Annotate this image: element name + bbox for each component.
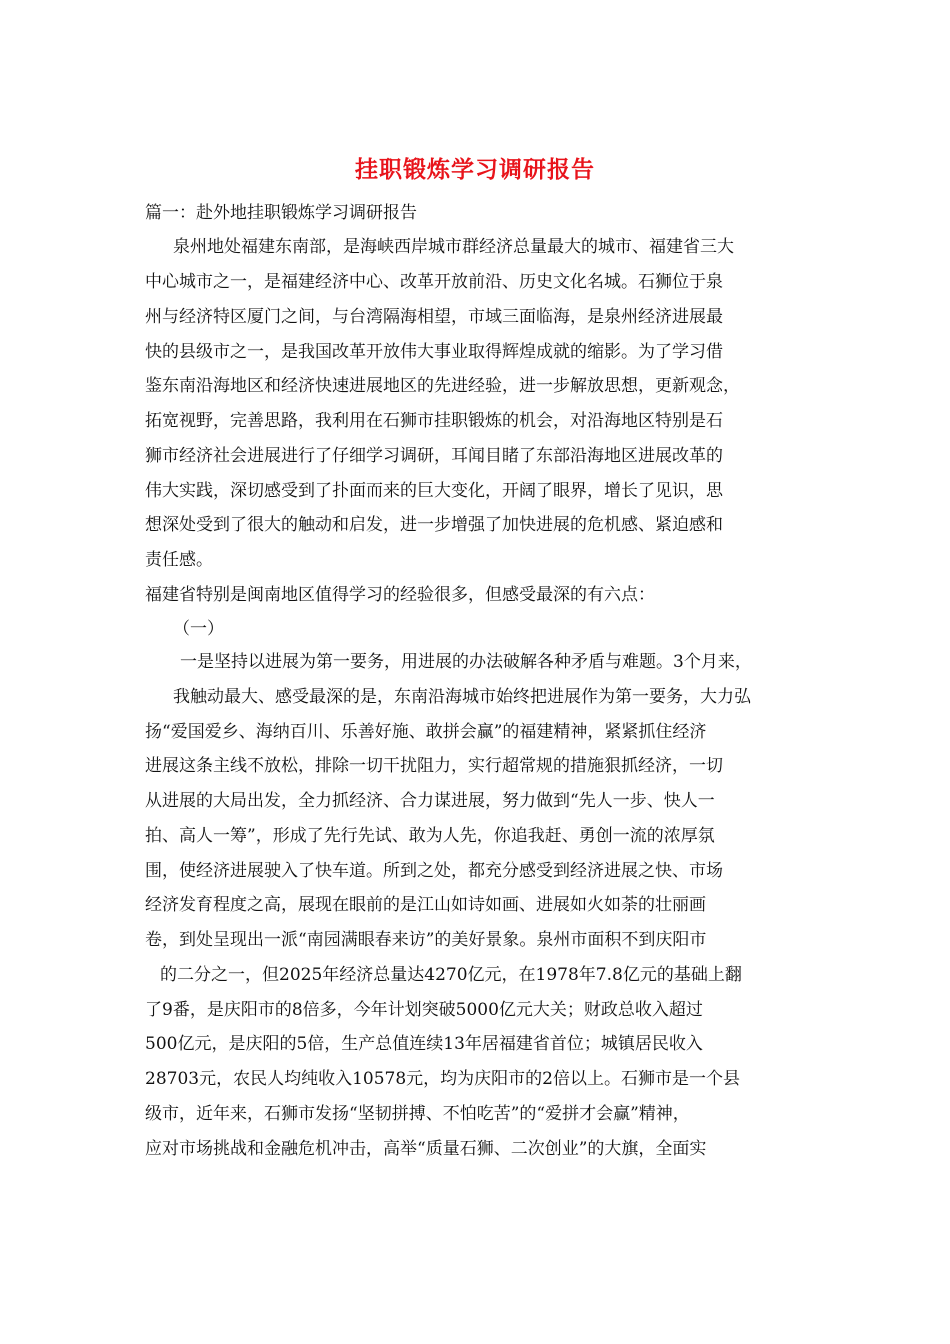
paragraph-line: 围，使经济进展驶入了快车道。所到之处，都充分感受到经济进展之快、市场: [145, 861, 723, 881]
paragraph-line: 应对市场挑战和金融危机冲击，高举“质量石狮、二次创业”的大旗，全面实: [145, 1139, 707, 1159]
paragraph-line: 的二分之一，但2025年经济总量达4270亿元，在1978年7.8亿元的基础上翻: [160, 965, 742, 985]
paragraph-line: 500亿元，是庆阳的5倍，生产总值连续13年居福建省首位；城镇居民收入: [145, 1034, 703, 1054]
paragraph-line: 伟大实践，深切感受到了扑面而来的巨大变化，开阔了眼界，增长了见识，思: [145, 481, 723, 501]
section-heading: 篇一：赴外地挂职锻炼学习调研报告: [145, 203, 417, 223]
paragraph-line: 想深处受到了很大的触动和启发，进一步增强了加快进展的危机感、紧迫感和: [145, 515, 723, 535]
paragraph-line: 从进展的大局出发，全力抓经济、合力谋进展，努力做到“先人一步、快人一: [145, 791, 715, 811]
paragraph-line: 了9番，是庆阳市的8倍多，今年计划突破5000亿元大关；财政总收入超过: [145, 1000, 703, 1020]
paragraph-line: 扬“爱国爱乡、海纳百川、乐善好施、敢拼会赢”的福建精神，紧紧抓住经济: [145, 722, 707, 742]
paragraph-line: 责任感。: [145, 550, 213, 570]
paragraph-line: 福建省特别是闽南地区值得学习的经验很多，但感受最深的有六点：: [145, 585, 655, 605]
paragraph-line: 经济发育程度之高，展现在眼前的是江山如诗如画、进展如火如荼的壮丽画: [145, 895, 706, 915]
paragraph-line: 卷，到处呈现出一派“南园满眼春来访”的美好景象。泉州市面积不到庆阳市: [145, 930, 707, 950]
paragraph-line: 州与经济特区厦门之间，与台湾隔海相望，市域三面临海，是泉州经济进展最: [145, 307, 723, 327]
paragraph-line: 快的县级市之一，是我国改革开放伟大事业取得辉煌成就的缩影。为了学习借: [145, 342, 723, 362]
paragraph-line: 拍、高人一筹”，形成了先行先试、敢为人先，你追我赶、勇创一流的浓厚氛: [145, 826, 715, 846]
paragraph-line: 狮市经济社会进展进行了仔细学习调研，耳闻目睹了东部沿海地区进展改革的: [145, 446, 723, 466]
document-title: 挂职锻炼学习调研报告: [355, 156, 595, 183]
paragraph-line: （一）: [173, 619, 224, 639]
paragraph-line: 28703元，农民人均纯收入10578元，均为庆阳市的2倍以上。石狮市是一个县: [145, 1069, 740, 1089]
paragraph-line: 拓宽视野，完善思路，我利用在石狮市挂职锻炼的机会，对沿海地区特别是石: [145, 411, 723, 431]
paragraph-line: 进展这条主线不放松，排除一切干扰阻力，实行超常规的措施狠抓经济，一切: [145, 756, 723, 776]
paragraph-line: 我触动最大、感受最深的是，东南沿海城市始终把进展作为第一要务，大力弘: [173, 687, 751, 707]
paragraph-line: 中心城市之一，是福建经济中心、改革开放前沿、历史文化名城。石狮位于泉: [145, 272, 723, 292]
paragraph-line: 泉州地处福建东南部，是海峡西岸城市群经济总量最大的城市、福建省三大: [173, 237, 734, 257]
paragraph-line: 级市，近年来，石狮市发扬“坚韧拼搏、不怕吃苦”的“爱拼才会赢”精神，: [145, 1104, 690, 1124]
subsection-marker: 一是坚持以进展为第一要务，用进展的办法破解各种矛盾与难题。3个月来，: [180, 652, 752, 672]
paragraph-line: 鉴东南沿海地区和经济快速进展地区的先进经验，进一步解放思想，更新观念，: [145, 376, 740, 396]
